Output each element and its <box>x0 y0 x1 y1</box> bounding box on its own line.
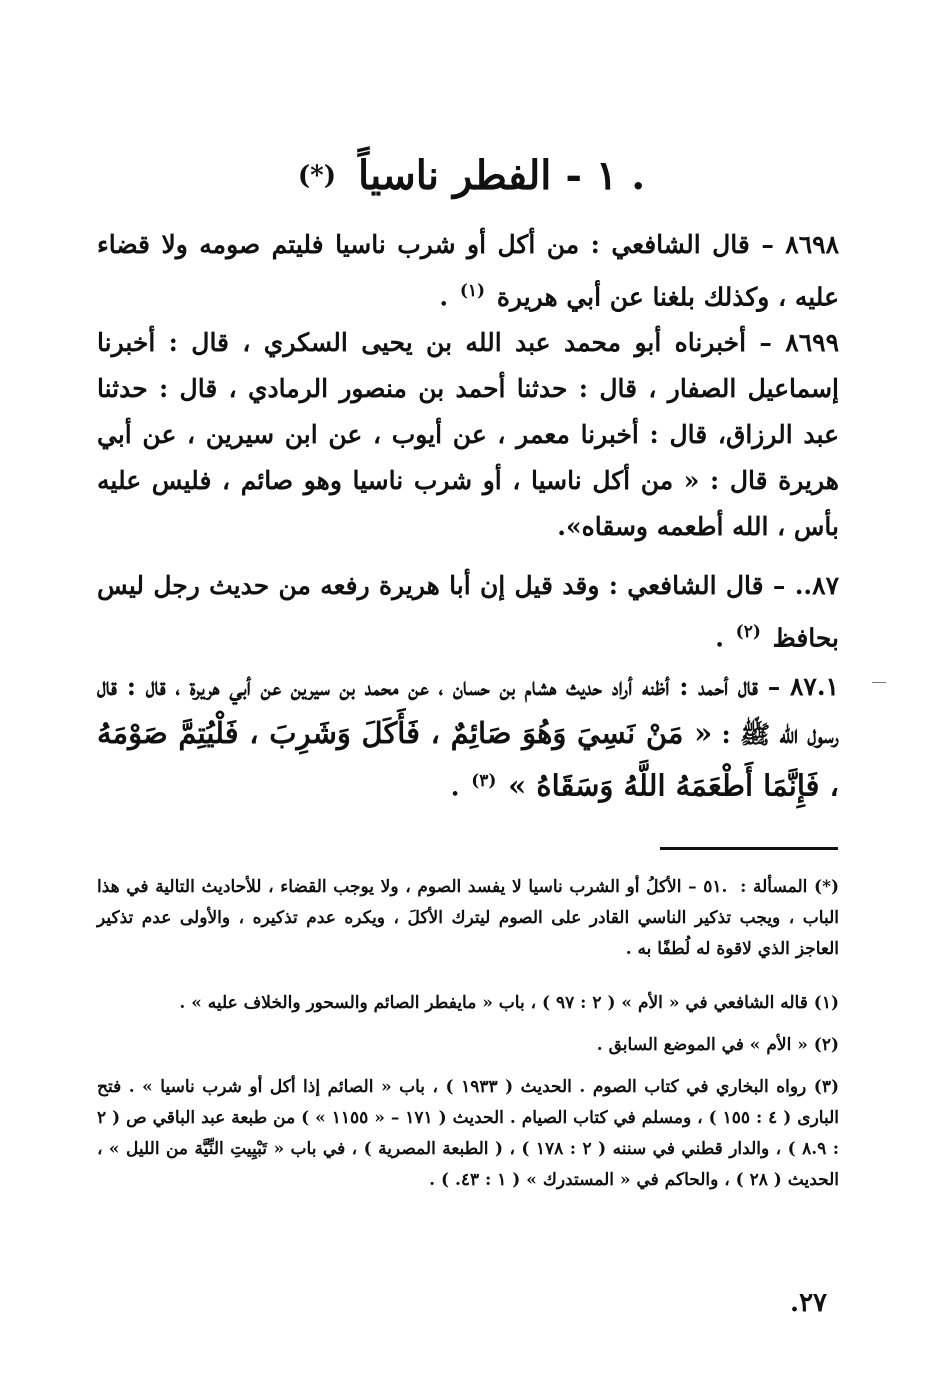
paragraph-8701 <box>97 664 839 810</box>
footnote-ref-2: (٢) <box>735 622 761 642</box>
paragraph-text: ٨٧.. – قال الشافعي : وقد قيل إن أبا هريرة رفعه من حديث رجل ليس بحافظ <box>97 571 839 653</box>
hadith-quote: « مَنْ نَسِيَ وَهُوَ صَائِمٌ ، فَأَكَلَ وَشَرِبَ ، فَلْيُتِمَّ صَوْمَهُ ، فَإِنَّمَا أَطْعَمَهُ اللَّهُ وَسَقَاهُ » <box>97 716 839 803</box>
footnote-3-text: (٣) رواه البخاري في كتاب الصوم . الحديث ( ١٩٣٣ ) ، باب « الصائم إذا أكل أو شرب ناسيا » . فتح البارى ( ٤ : ١٥٥ ) ، ومسلم في كتاب الصيام . الحديث ( ١٧١ – « ١١٥٥ » ) من طبعة عبد الباقي ص ( ٢ : ٨.٩ ) ، والدار قطني في سننه ( ٢ : ١٧٨ ) ، ( الطبعة المصرية ) ، في باب « تَبْيِيتِ النِّيَّة من الليل » ، الحديث ( ٢٨ ) ، والحاكم في « المستدرك » ( ١ : ٤٣. ) . <box>97 1077 839 1190</box>
paragraph-end: . <box>439 282 449 312</box>
paragraph-text: ٨٦٩٨ – قال الشافعي : من أكل أو شرب ناسيا فليتم صومه ولا قضاء عليه ، وكذلك بلغنا عن أبي هريرة <box>97 230 839 312</box>
chapter-footnote-marker: (*) <box>297 161 337 191</box>
chapter-title-text: . ١ - الفطر ناسياً <box>357 152 646 199</box>
page-number: ٢٧. <box>790 1288 827 1318</box>
footnote-1 <box>97 988 839 1019</box>
paragraph-8700 <box>97 563 839 661</box>
footnote-star-text: .٥١ – الأكلُ أو الشرب ناسيا لا يفسد الصوم ، ولا يوجب القضاء ، للأحاديث التالية في هذا الباب ، ويجب تذكير الناسي القادر على الصوم ليترك الأكلَ ، ويكره عدم تذكيره ، والأولى عدم تذكير العاجز الذي لاقوة له لُطفًا به . <box>97 877 839 959</box>
chapter-title <box>200 148 743 204</box>
footnote-star-label: (*) المسألة : <box>740 877 839 897</box>
footnote-star <box>97 872 839 965</box>
margin-mark <box>872 682 886 683</box>
paragraph-end: . <box>715 623 724 653</box>
paragraph-8699 <box>97 320 839 550</box>
footnote-separator <box>660 847 838 850</box>
paragraph-8698 <box>97 222 839 320</box>
footnote-2-text: (٢) « الأم » في الموضع السابق . <box>596 1035 839 1055</box>
footnote-ref-1: (١) <box>459 281 486 301</box>
footnote-3 <box>97 1072 839 1196</box>
footnote-ref-3: (٣) <box>471 771 497 791</box>
footnote-1-text: (١) قاله الشافعي في « الأم » ( ٢ : ٩٧ ) ، باب « مايفطر الصائم والسحور والخلاف عليه » . <box>179 993 839 1013</box>
paragraph-intro: ٨٧.١ – قال أحمد : أظنه أراد حديث هشام بن حسان ، عن محمد بن سيرين عن أبي هريرة ، قال : قال رسول الله ﷺ : <box>97 672 839 749</box>
footnote-2 <box>97 1030 839 1061</box>
paragraph-text: ٨٦٩٩ – أخبرناه أبو محمد عبد الله بن يحيى السكري ، قال : أخبرنا إسماعيل الصفار ، قال : حدثنا أحمد بن منصور الرمادي ، قال : حدثنا عبد الرزاق، قال : أخبرنا معمر ، عن أيوب ، عن ابن سيرين ، عن أبي هريرة قال : « من أكل ناسيا ، أو شرب ناسيا وهو صائم ، فليس عليه بأس ، الله أطعمه وسقاه». <box>97 328 839 541</box>
paragraph-end: . <box>450 772 460 802</box>
